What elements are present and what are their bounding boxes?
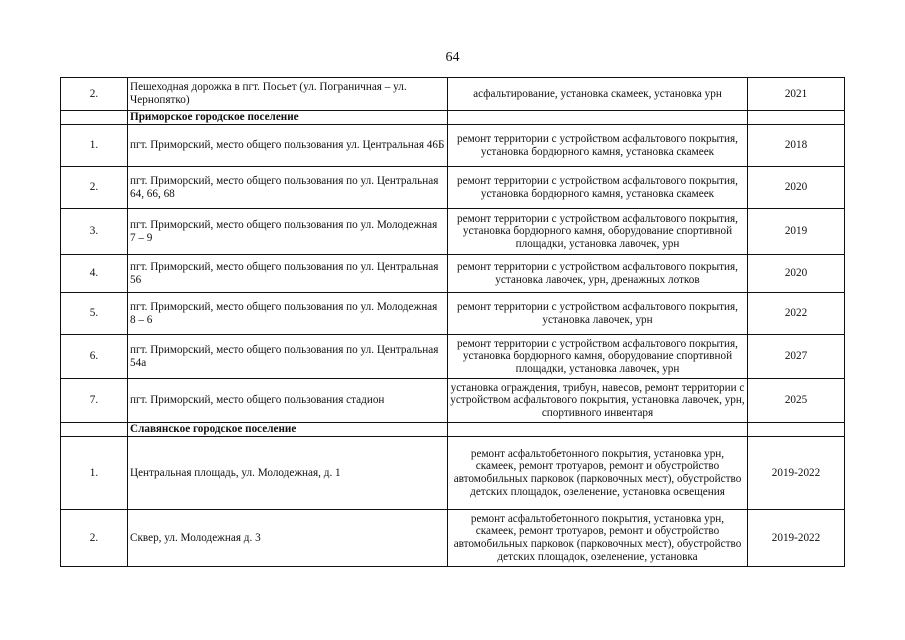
row-number: 3.	[61, 209, 128, 255]
work-description: ремонт территории с устройством асфальтового покрытия, установка лавочек, урн	[448, 293, 748, 335]
work-year: 2027	[748, 335, 845, 379]
object-description: Центральная площадь, ул. Молодежная, д. 1	[128, 437, 448, 510]
row-number: 7.	[61, 379, 128, 423]
work-description: ремонт асфальтобетонного покрытия, установка урн, скамеек, ремонт тротуаров, ремонт и обустройство автомобильных парковок (парковочных мест), обустройство детских площадок, озеленение, установка	[448, 510, 748, 567]
section-year-cell	[748, 423, 845, 437]
table-row	[61, 379, 845, 423]
object-description: пгт. Приморский, место общего пользования по ул. Центральная 54а	[128, 335, 448, 379]
object-description: пгт. Приморский, место общего пользования по ул. Молодежная 7 – 9	[128, 209, 448, 255]
section-work-cell	[448, 423, 748, 437]
row-number: 2.	[61, 510, 128, 567]
section-work-cell	[448, 111, 748, 125]
object-description: пгт. Приморский, место общего пользования ул. Центральная 46Б	[128, 125, 448, 167]
object-description: пгт. Приморский, место общего пользования по ул. Центральная 64, 66, 68	[128, 167, 448, 209]
section-year-cell	[748, 111, 845, 125]
table-row	[61, 125, 845, 167]
work-description: ремонт территории с устройством асфальтового покрытия, установка лавочек, урн, дренажных лотков	[448, 255, 748, 293]
table-row	[61, 437, 845, 510]
work-year: 2020	[748, 167, 845, 209]
work-description: ремонт территории с устройством асфальтового покрытия, установка бордюрного камня, оборудование спортивной площадки, установка лавочек, урн	[448, 335, 748, 379]
row-number: 6.	[61, 335, 128, 379]
row-number: 1.	[61, 125, 128, 167]
work-description: ремонт территории с устройством асфальтового покрытия, установка бордюрного камня, оборудование спортивной площадки, установка лавочек, урн	[448, 209, 748, 255]
object-description: пгт. Приморский, место общего пользования стадион	[128, 379, 448, 423]
work-description: ремонт территории с устройством асфальтового покрытия, установка бордюрного камня, установка скамеек	[448, 125, 748, 167]
table-row	[61, 78, 845, 111]
row-number: 5.	[61, 293, 128, 335]
work-description: установка ограждения, трибун, навесов, ремонт территории с устройством асфальтового покрытия, установка лавочек, урн, спортивного инвентаря	[448, 379, 748, 423]
table-row	[61, 510, 845, 567]
row-number: 2.	[61, 78, 128, 111]
section-row	[61, 111, 845, 125]
section-num-cell	[61, 111, 128, 125]
work-year: 2025	[748, 379, 845, 423]
section-num-cell	[61, 423, 128, 437]
work-year: 2022	[748, 293, 845, 335]
object-description: пгт. Приморский, место общего пользования по ул. Молодежная 8 – 6	[128, 293, 448, 335]
section-title: Приморское городское поселение	[128, 111, 448, 125]
object-description: пгт. Приморский, место общего пользования по ул. Центральная 56	[128, 255, 448, 293]
table-row	[61, 255, 845, 293]
row-number: 2.	[61, 167, 128, 209]
object-description: Сквер, ул. Молодежная д. 3	[128, 510, 448, 567]
work-description: асфальтирование, установка скамеек, установка урн	[448, 78, 748, 111]
table-row	[61, 335, 845, 379]
work-year: 2019-2022	[748, 437, 845, 510]
work-year: 2020	[748, 255, 845, 293]
table-row	[61, 293, 845, 335]
page-number: 64	[445, 50, 460, 65]
object-description: Пешеходная дорожка в пгт. Посьет (ул. Пограничная – ул. Чернопятко)	[128, 78, 448, 111]
work-year: 2018	[748, 125, 845, 167]
work-year: 2021	[748, 78, 845, 111]
improvement-table	[60, 77, 845, 567]
work-description: ремонт асфальтобетонного покрытия, установка урн, скамеек, ремонт тротуаров, ремонт и обустройство автомобильных парковок (парковочных мест), обустройство детских площадок, озеленение, установка освещения	[448, 437, 748, 510]
table-row	[61, 167, 845, 209]
work-year: 2019-2022	[748, 510, 845, 567]
table-row	[61, 209, 845, 255]
row-number: 4.	[61, 255, 128, 293]
section-row	[61, 423, 845, 437]
work-year: 2019	[748, 209, 845, 255]
work-description: ремонт территории с устройством асфальтового покрытия, установка бордюрного камня, установка скамеек	[448, 167, 748, 209]
section-title: Славянское городское поселение	[128, 423, 448, 437]
row-number: 1.	[61, 437, 128, 510]
